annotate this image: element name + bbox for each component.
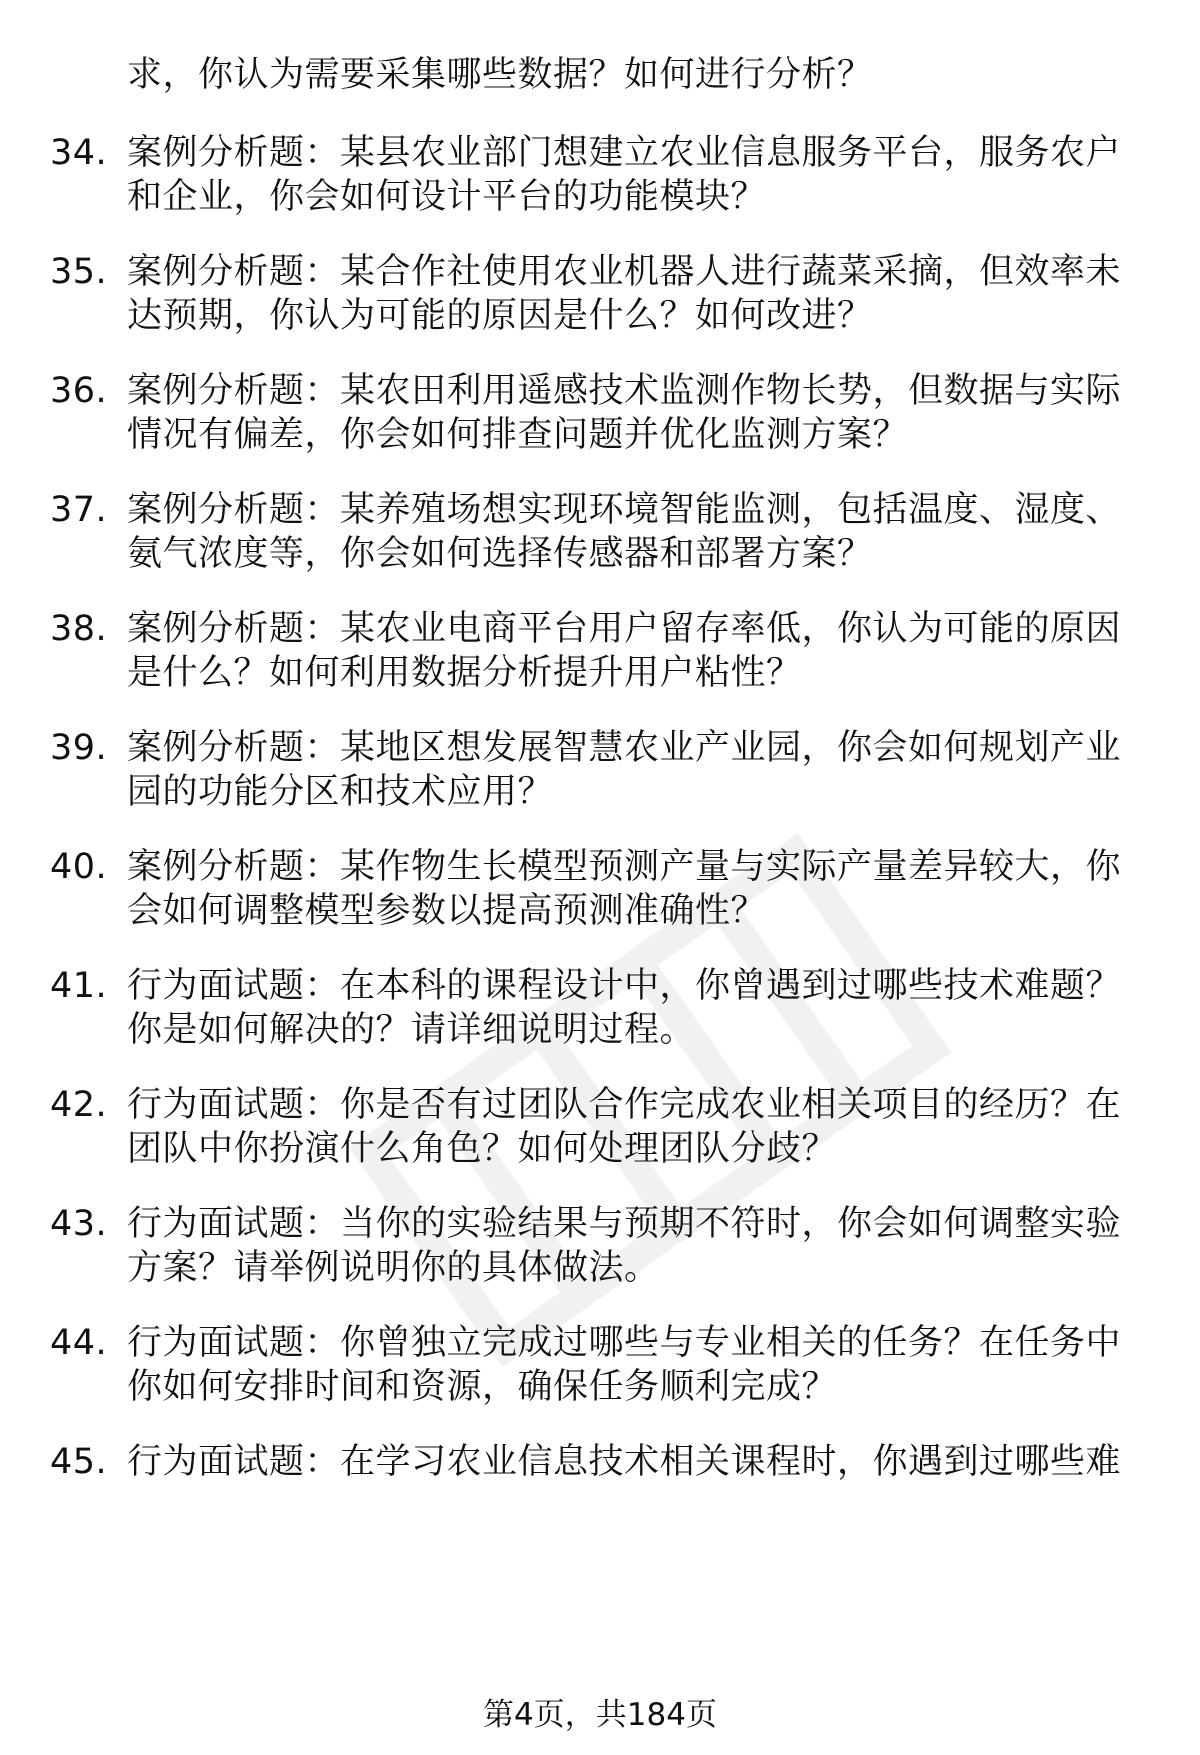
item-text: 你如何安排时间和资源，确保任务顺利完成？ [127,1367,838,1407]
item-text: 情况有偏差，你会如何排查问题并优化监测方案？ [127,415,909,455]
item-text: 达预期，你认为可能的原因是什么？如何改进？ [127,296,873,336]
item-number: 37. [50,490,108,530]
item-text: 行为面试题：在学习农业信息技术相关课程时，你遇到过哪些难 [127,1442,1122,1482]
item-number: 42. [50,1085,108,1125]
item-number: 40. [50,847,108,887]
continuation-text: 求，你认为需要采集哪些数据？如何进行分析？ [127,55,873,95]
item-number: 45. [50,1442,108,1482]
item-text: 案例分析题：某合作社使用农业机器人进行蔬菜采摘，但效率未 [127,252,1122,292]
item-text: 案例分析题：某农田利用遥感技术监测作物长势，但数据与实际 [127,371,1122,411]
item-text: 你是如何解决的？请详细说明过程。 [127,1010,696,1050]
item-text: 是什么？如何利用数据分析提升用户粘性？ [127,653,802,693]
item-text: 氨气浓度等，你会如何选择传感器和部署方案？ [127,534,873,574]
item-number: 39. [50,728,108,768]
item-text: 案例分析题：某作物生长模型预测产量与实际产量差异较大，你 [127,847,1122,887]
item-text: 行为面试题：在本科的课程设计中，你曾遇到过哪些技术难题？ [127,966,1122,1006]
item-text: 行为面试题：你曾独立完成过哪些与专业相关的任务？在任务中 [127,1323,1122,1363]
item-text: 案例分析题：某地区想发展智慧农业产业园，你会如何规划产业 [127,728,1122,768]
item-number: 43. [50,1204,108,1244]
item-text: 案例分析题：某农业电商平台用户留存率低，你认为可能的原因 [127,609,1122,649]
item-number: 44. [50,1323,108,1363]
item-number: 36. [50,371,108,411]
item-text: 行为面试题：你是否有过团队合作完成农业相关项目的经历？在 [127,1085,1122,1125]
item-text: 案例分析题：某养殖场想实现环境智能监测，包括温度、湿度、 [127,490,1122,530]
page-footer: 第4页，共184页 [483,1697,717,1733]
item-number: 41. [50,966,108,1006]
item-text: 会如何调整模型参数以提高预测准确性？ [127,891,767,931]
item-number: 38. [50,609,108,649]
item-text: 团队中你扮演什么角色？如何处理团队分歧？ [127,1129,838,1169]
item-text: 方案？请举例说明你的具体做法。 [127,1248,660,1288]
item-text: 园的功能分区和技术应用？ [127,772,554,812]
item-number: 34. [50,133,108,173]
item-number: 35. [50,252,108,292]
item-text: 行为面试题：当你的实验结果与预期不符时，你会如何调整实验 [127,1204,1122,1244]
item-text: 案例分析题：某县农业部门想建立农业信息服务平台，服务农户 [127,133,1122,173]
item-text: 和企业，你会如何设计平台的功能模块？ [127,177,767,217]
